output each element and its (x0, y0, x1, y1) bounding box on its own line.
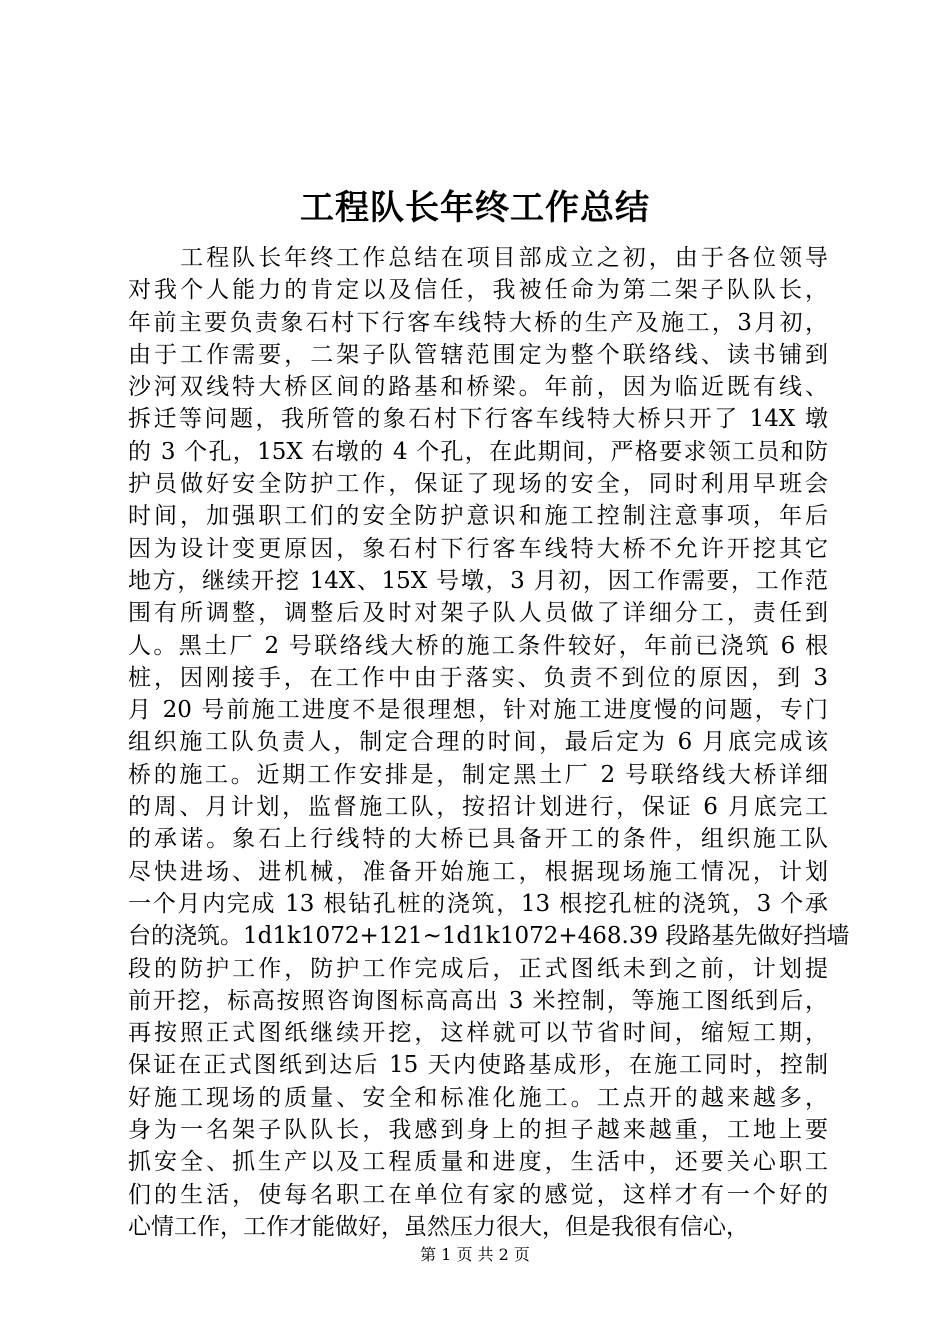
body-line: 地方，继续开挖 14X、15X 号墩，3 月初，因工作需要，工作范 (128, 567, 828, 594)
body-line: 工程队长年终工作总结在项目部成立之初，由于各位领导 (128, 245, 828, 271)
body-line: 拆迁等问题，我所管的象石村下行客车线特大桥只开了 14X 墩 (128, 406, 828, 433)
body-line: 们的生活，使每名职工在单位有家的感觉，这样才有一个好的 (128, 1181, 828, 1208)
body-line: 尽快进场、进机械，准备开始施工，根据现场施工情况，计划 (128, 858, 828, 885)
body-line: 的承诺。象石上行线特的大桥已具备开工的条件，组织施工队 (128, 826, 828, 853)
body-line: 身为一名架子队队长，我感到身上的担子越来越重，工地上要 (128, 1117, 828, 1144)
document-title: 工程队长年终工作总结 (300, 188, 650, 228)
document-body (128, 242, 850, 1243)
body-line: 沙河双线特大桥区间的路基和桥梁。年前，因为临近既有线、 (128, 374, 828, 401)
page-footer: 第 1 页 共 2 页 (420, 1245, 530, 1264)
body-line: 人。黑土厂 2 号联络线大桥的施工条件较好，年前已浇筑 6 根 (128, 632, 828, 659)
body-line: 时间，加强职工们的安全防护意识和施工控制注意事项，年后 (128, 503, 828, 530)
body-line: 护员做好安全防护工作，保证了现场的安全，同时利用早班会 (128, 471, 828, 498)
body-line: 月 20 号前施工进度不是很理想，针对施工进度慢的问题，专门 (128, 697, 828, 724)
body-line: 围有所调整，调整后及时对架子队人员做了详细分工，责任到 (128, 600, 828, 627)
body-line: 组织施工队负责人，制定合理的时间，最后定为 6 月底完成该 (128, 729, 828, 756)
body-line: 的周、月计划，监督施工队，按招计划进行，保证 6 月底完工 (128, 794, 828, 821)
body-line: 桥的施工。近期工作安排是，制定黑土厂 2 号联络线大桥详细 (128, 761, 828, 788)
body-line: 对我个人能力的肯定以及信任，我被任命为第二架子队队长， (128, 277, 828, 304)
body-line: 的 3 个孔，15X 右墩的 4 个孔，在此期间，严格要求领工员和防 (128, 438, 828, 465)
body-line: 好施工现场的质量、安全和标准化施工。工点开的越来越多， (128, 1084, 828, 1111)
body-line: 由于工作需要，二架子队管辖范围定为整个联络线、读书铺到 (128, 341, 828, 368)
body-line: 因为设计变更原因，象石村下行客车线特大桥不允许开挖其它 (128, 535, 828, 562)
body-line: 心情工作，工作才能做好，虽然压力很大，但是我很有信心， (128, 1213, 749, 1240)
body-line: 桩，因刚接手，在工作中由于落实、负责不到位的原因，到 3 (128, 664, 828, 691)
body-line: 抓安全、抓生产以及工程质量和进度，生活中，还要关心职工 (128, 1149, 828, 1176)
body-line: 一个月内完成 13 根钻孔桩的浇筑，13 根挖孔桩的浇筑，3 个承 (128, 890, 828, 917)
body-line: 前开挖，标高按照咨询图标高高出 3 米控制，等施工图纸到后， (128, 987, 828, 1014)
body-line: 年前主要负责象石村下行客车线特大桥的生产及施工，3月初， (128, 309, 828, 336)
body-line: 段的防护工作，防护工作完成后，正式图纸未到之前，计划提 (128, 955, 828, 982)
body-line: 台的浇筑。1d1k1072+121~1d1k1072+468.39 段路基先做好挡墙 (128, 923, 850, 950)
body-line: 再按照正式图纸继续开挖，这样就可以节省时间，缩短工期， (128, 1020, 828, 1047)
body-line: 保证在正式图纸到达后 15 天内使路基成形，在施工同时，控制 (128, 1052, 828, 1079)
